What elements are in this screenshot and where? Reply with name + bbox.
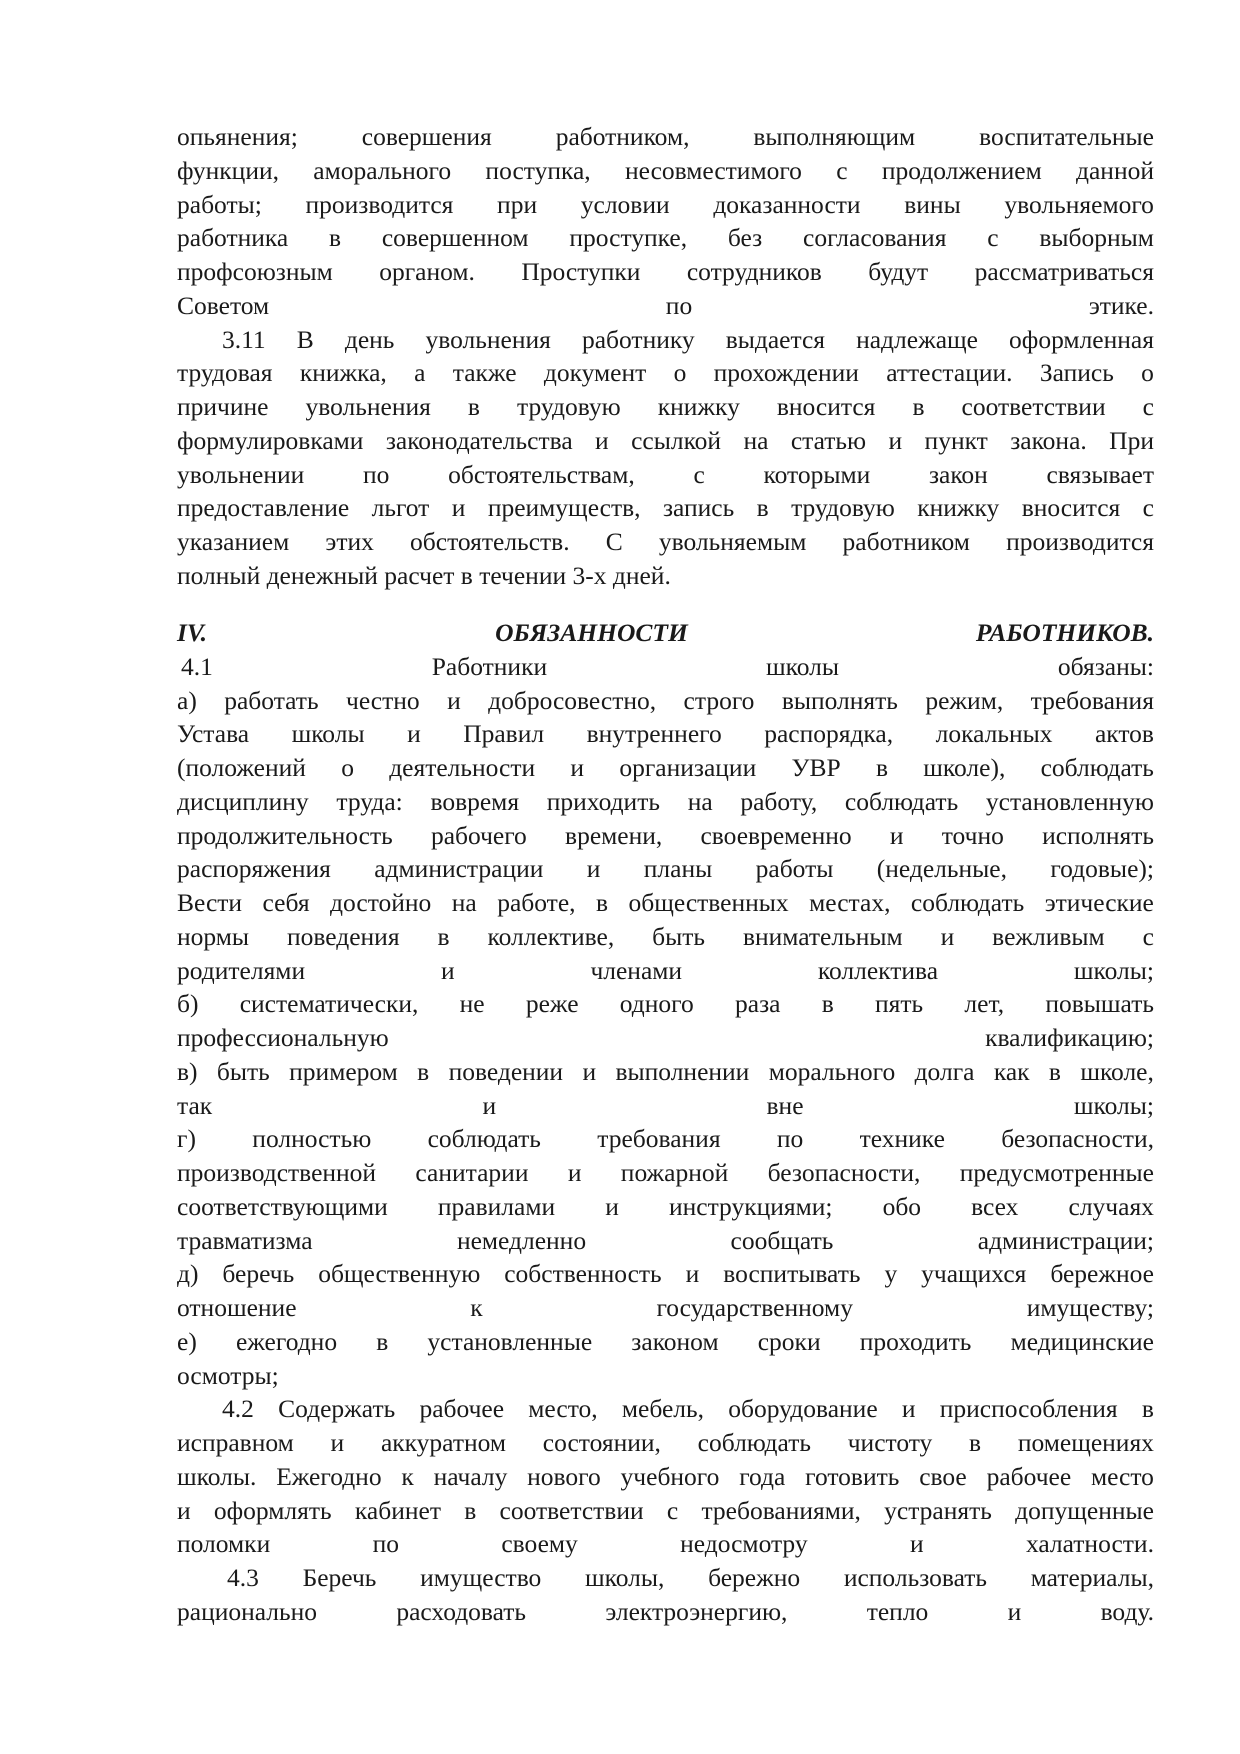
text-line: травматизма немедленно сообщать администрации; — [177, 1225, 1154, 1255]
text-block-upper — [177, 120, 1154, 593]
text-line: так и вне школы; — [177, 1090, 1154, 1120]
text-line: предоставление льгот и преимуществ, запись в трудовую книжку вносится с — [177, 493, 1154, 523]
text-line: поломки по своему недосмотру и халатности. — [177, 1529, 1154, 1559]
text-line: рационально расходовать электроэнергию, тепло и воду. — [177, 1596, 1154, 1626]
text-line: а) работать честно и добросовестно, строго выполнять режим, требования — [177, 685, 1154, 715]
text-line: школы. Ежегодно к началу нового учебного года готовить свое рабочее место — [177, 1461, 1154, 1491]
text-line: Вести себя достойно на работе, в общественных местах, соблюдать этические — [177, 888, 1154, 917]
text-line: е) ежегодно в установленные законом сроки проходить медицинские — [177, 1326, 1154, 1356]
text-line: 3.11 В день увольнения работнику выдается надлежаще оформленная — [222, 324, 1154, 354]
text-line: и оформлять кабинет в соответствии с требованиями, устранять допущенные — [177, 1495, 1154, 1525]
text-line: указанием этих обстоятельств. С увольняемым работником производится — [177, 527, 1154, 556]
section-heading: IV. ОБЯЗАННОСТИ РАБОТНИКОВ. — [177, 618, 1154, 647]
text-line: родителями и членами коллектива школы; — [177, 955, 1154, 985]
text-line: г) полностью соблюдать требования по технике безопасности, — [177, 1124, 1154, 1154]
text-line: 4.3 Беречь имущество школы, бережно использовать материалы, — [227, 1563, 1154, 1592]
text-line: распоряжения администрации и планы работы (недельные, годовые); — [177, 854, 1154, 884]
text-line: отношение к государственному имуществу; — [177, 1293, 1154, 1322]
text-line: 4.2 Содержать рабочее место, мебель, оборудование и приспособления в — [222, 1394, 1154, 1424]
text-line: увольнении по обстоятельствам, с которыми закон связывает — [177, 459, 1154, 489]
text-line: нормы поведения в коллективе, быть внимательным и вежливым с — [177, 921, 1154, 951]
text-line: дисциплину труда: вовремя приходить на работу, соблюдать установленную — [177, 786, 1154, 816]
text-line: полный денежный расчет в течении 3-х дней. — [177, 560, 671, 590]
text-line: б) систематически, не реже одного раза в пять лет, повышать — [177, 989, 1154, 1019]
paragraph-4-2 — [177, 1392, 1154, 1561]
paragraph-4-1 — [177, 650, 1154, 1393]
text-line: Устава школы и Правил внутреннего распорядка, локальных актов — [177, 719, 1154, 749]
text-line: профессиональную квалификацию; — [177, 1023, 1154, 1052]
paragraph-continuation — [177, 120, 1154, 323]
text-line: формулировками законодательства и ссылкой на статью и пункт закона. При — [177, 425, 1154, 455]
text-line: исправном и аккуратном состоянии, соблюдать чистоту в помещениях — [177, 1428, 1154, 1457]
text-block-lower — [177, 616, 1154, 1629]
text-line: работника в совершенном проступке, без согласования с выборным — [177, 223, 1154, 253]
text-line: осмотры; — [177, 1360, 279, 1390]
text-line: соответствующими правилами и инструкциями; обо всех случаях — [177, 1191, 1154, 1221]
text-line: д) беречь общественную собственность и воспитывать у учащихся бережное — [177, 1259, 1154, 1289]
text-line: производственной санитарии и пожарной безопасности, предусмотренные — [177, 1158, 1154, 1187]
text-line: 4.1 Работники школы обязаны: — [181, 651, 1154, 681]
text-line: Советом по этике. — [177, 290, 1154, 320]
text-line: в) быть примером в поведении и выполнении морального долга как в школе, — [177, 1056, 1154, 1086]
paragraph-3-11 — [177, 323, 1154, 593]
text-line: (положений о деятельности и организации УВР в школе), соблюдать — [177, 753, 1154, 782]
text-line: трудовая книжка, а также документ о прохождении аттестации. Запись о — [177, 358, 1154, 388]
text-line: функции, аморального поступка, несовместимого с продолжением данной — [177, 155, 1154, 185]
text-line: опьянения; совершения работником, выполняющим воспитательные — [177, 122, 1154, 151]
text-line: причине увольнения в трудовую книжку вносится в соответствии с — [177, 392, 1154, 421]
paragraph-4-3 — [177, 1561, 1154, 1629]
text-line: профсоюзным органом. Проступки сотрудников будут рассматриваться — [177, 257, 1154, 286]
text-line: продолжительность рабочего времени, своевременно и точно исполнять — [177, 820, 1154, 850]
text-line: работы; производится при условии доказанности вины увольняемого — [177, 189, 1154, 219]
